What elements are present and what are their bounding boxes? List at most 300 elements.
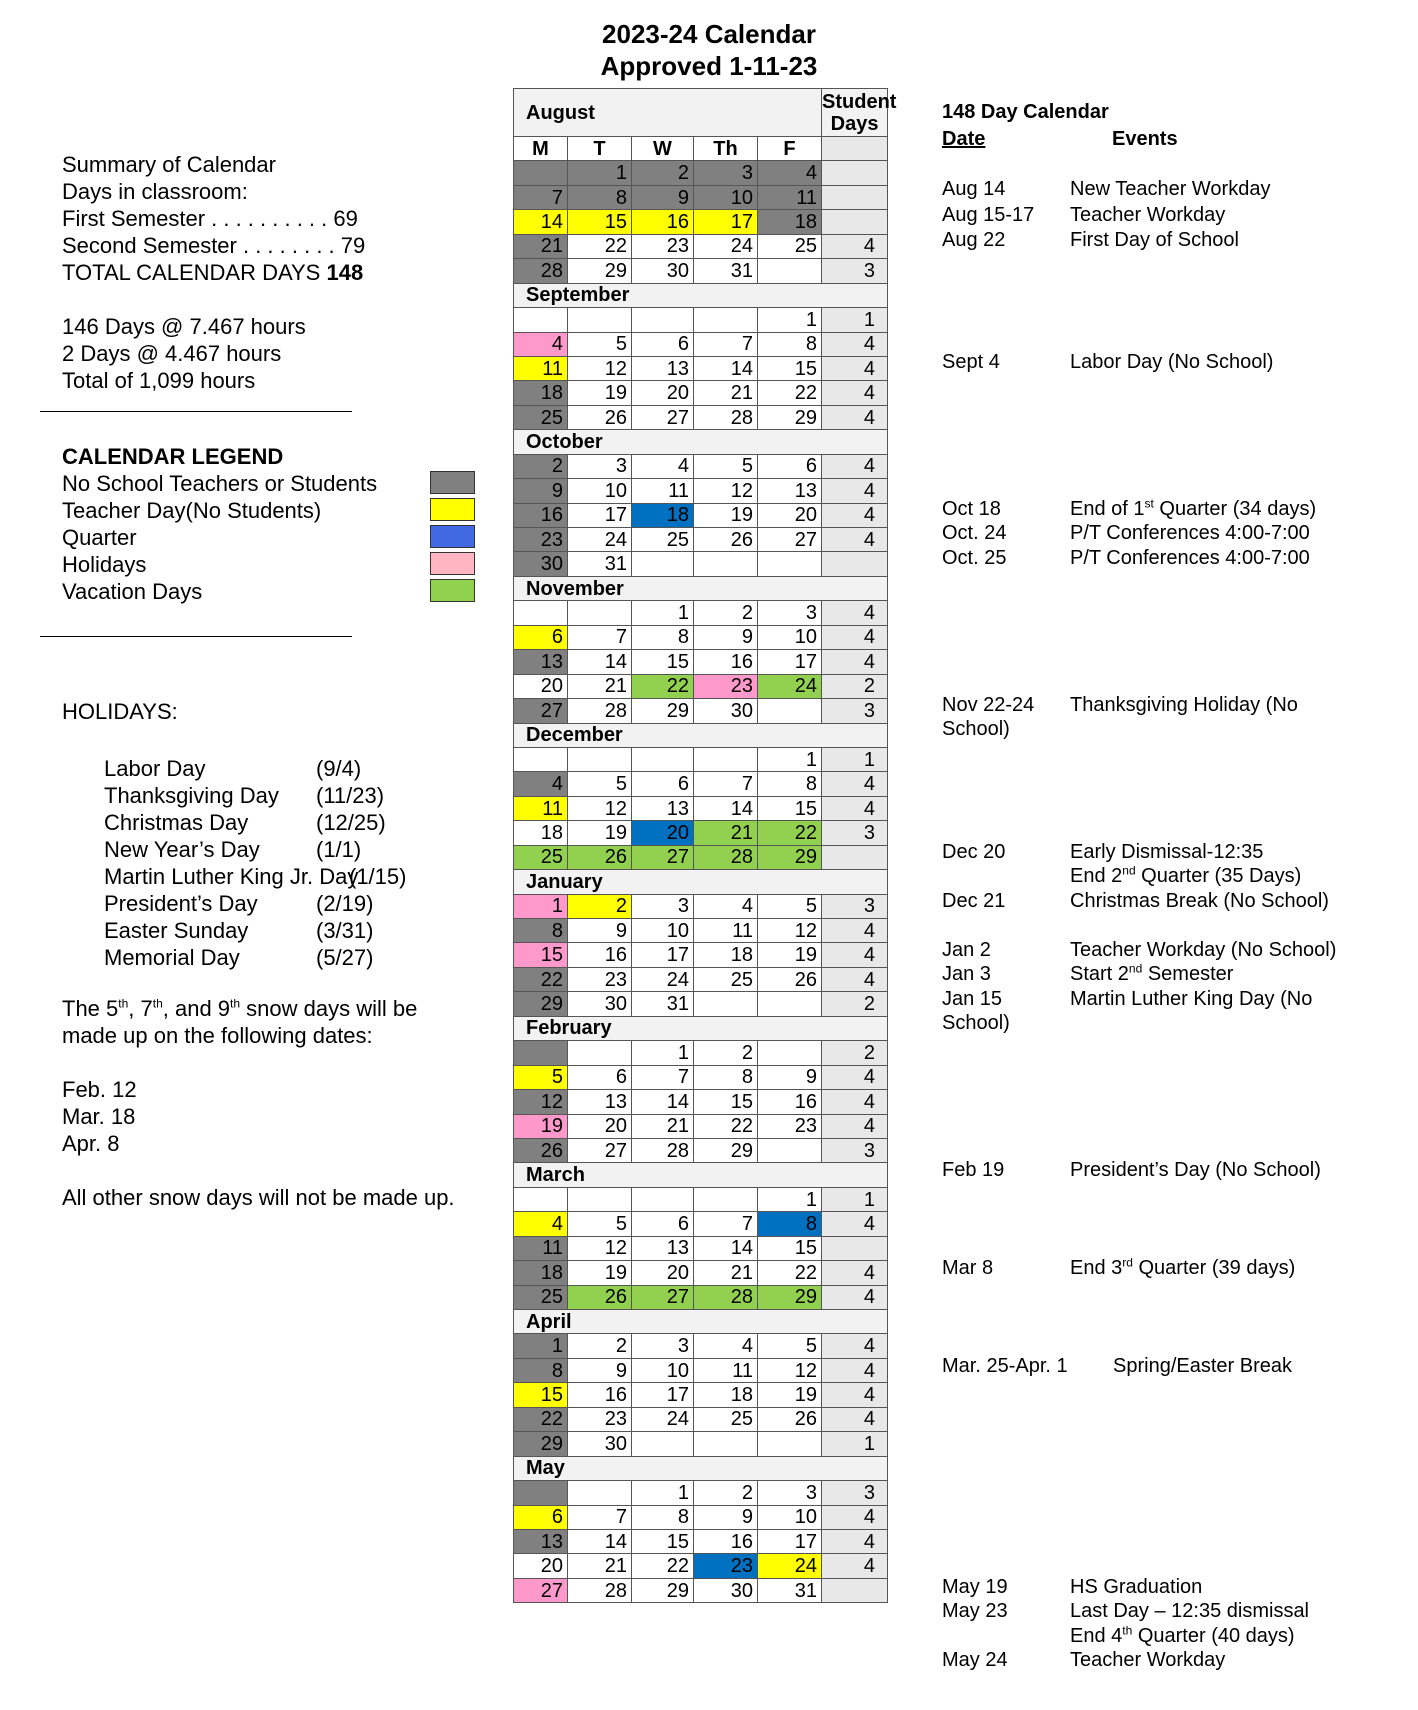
month-name: January (514, 870, 888, 894)
day-cell: 18 (514, 381, 568, 405)
day-cell: 26 (758, 967, 822, 991)
day-cell: 19 (514, 1114, 568, 1138)
week-row (514, 552, 888, 576)
day-cell: 25 (514, 845, 568, 869)
day-cell: 27 (568, 1138, 632, 1162)
day-cell: 31 (568, 552, 632, 576)
day-cell: 18 (758, 210, 822, 234)
day-cell: 18 (694, 1383, 758, 1407)
day-cell: 24 (694, 234, 758, 258)
week-row (514, 1187, 888, 1211)
day-cell: 15 (758, 1236, 822, 1260)
day-cell (694, 1187, 758, 1211)
event-date: Jan 2 (942, 939, 991, 961)
day-cell: 6 (758, 454, 822, 478)
day-cell: 25 (694, 967, 758, 991)
week-row (514, 479, 888, 503)
day-cell: 12 (758, 919, 822, 943)
day-cell: 7 (694, 772, 758, 796)
month-header-row (514, 283, 888, 307)
day-cell: 15 (758, 796, 822, 820)
day-cell: 13 (758, 479, 822, 503)
legend-swatch-quarter (430, 525, 475, 548)
day-cell (514, 1187, 568, 1211)
day-cell: 5 (758, 1334, 822, 1358)
day-cell: 5 (758, 894, 822, 918)
snow-days-line-2: made up on the following dates: (62, 1023, 373, 1048)
day-cell: 4 (694, 894, 758, 918)
student-days-cell: 4 (822, 381, 888, 405)
student-days-cell: 4 (822, 1090, 888, 1114)
student-days-cell: 3 (822, 259, 888, 283)
day-cell: 21 (514, 234, 568, 258)
day-cell: 12 (694, 479, 758, 503)
legend-swatch-no-school (430, 471, 475, 494)
student-days-cell: 1 (822, 1187, 888, 1211)
day-cell: 15 (694, 1090, 758, 1114)
student-days-cell: 4 (822, 919, 888, 943)
week-row (514, 699, 888, 723)
month-name: December (514, 723, 888, 747)
holiday-date: (11/23) (316, 783, 385, 808)
day-cell: 19 (758, 943, 822, 967)
student-days-cell: 4 (822, 479, 888, 503)
day-cell: 14 (632, 1090, 694, 1114)
legend-label-quarter: Quarter (62, 525, 137, 550)
day-cell (568, 1481, 632, 1505)
summary-total-value: 148 (326, 260, 364, 285)
event-date: Jan 3 (942, 963, 991, 985)
week-row (514, 796, 888, 820)
day-cell: 9 (514, 479, 568, 503)
week-row (514, 894, 888, 918)
day-cell: 20 (758, 503, 822, 527)
day-cell: 8 (514, 919, 568, 943)
week-row (514, 943, 888, 967)
event-date: Dec 21 (942, 890, 1006, 912)
student-days-cell: 1 (822, 1432, 888, 1456)
day-cell (694, 308, 758, 332)
student-days-cell: 4 (822, 454, 888, 478)
day-cell: 25 (694, 1407, 758, 1431)
student-days-cell: 4 (822, 601, 888, 625)
day-cell: 26 (514, 1138, 568, 1162)
day-cell: 11 (632, 479, 694, 503)
student-days-cell: 4 (822, 528, 888, 552)
day-cell: 6 (568, 1065, 632, 1089)
student-days-cell: 4 (822, 1285, 888, 1309)
week-row (514, 1432, 888, 1456)
day-cell: 1 (514, 1334, 568, 1358)
week-row (514, 919, 888, 943)
student-days-cell (822, 161, 888, 185)
student-days-cell: 4 (822, 772, 888, 796)
day-cell: 1 (632, 601, 694, 625)
student-days-cell: 4 (822, 796, 888, 820)
event-text: Christmas Break (No School) (1070, 890, 1329, 912)
day-cell: 1 (632, 1481, 694, 1505)
student-days-cell: 3 (822, 821, 888, 845)
legend-label-teacher-day: Teacher Day(No Students) (62, 498, 322, 523)
day-cell: 11 (514, 1236, 568, 1260)
week-row (514, 1138, 888, 1162)
day-cell: 11 (514, 796, 568, 820)
holiday-name: New Year’s Day (104, 837, 260, 862)
day-cell: 2 (568, 894, 632, 918)
week-row (514, 601, 888, 625)
day-cell: 27 (758, 528, 822, 552)
day-cell: 21 (568, 1554, 632, 1578)
day-cell: 20 (514, 1554, 568, 1578)
dow-student-days (822, 137, 888, 161)
event-text: End 4th Quarter (40 days) (1070, 1623, 1295, 1647)
day-cell: 1 (514, 894, 568, 918)
event-text: HS Graduation (1070, 1576, 1203, 1598)
day-cell: 22 (758, 381, 822, 405)
holiday-date: (1/15) (349, 864, 407, 889)
legend-label-vacation: Vacation Days (62, 579, 203, 604)
day-cell: 2 (568, 1334, 632, 1358)
event-date: Oct. 24 (942, 522, 1007, 544)
day-cell (694, 552, 758, 576)
week-row (514, 674, 888, 698)
day-cell: 31 (694, 259, 758, 283)
event-date: Nov 22-24 (942, 694, 1035, 716)
day-cell: 4 (514, 772, 568, 796)
day-cell: 21 (694, 381, 758, 405)
event-text: End 2nd Quarter (35 Days) (1070, 863, 1302, 887)
day-cell: 16 (694, 650, 758, 674)
day-cell: 27 (632, 845, 694, 869)
day-cell: 4 (632, 454, 694, 478)
day-cell: 15 (514, 1383, 568, 1407)
student-days-cell: 4 (822, 1358, 888, 1382)
week-row (514, 1261, 888, 1285)
holiday-date: (3/31) (316, 918, 374, 943)
day-cell: 25 (514, 405, 568, 429)
dow-wednesday: W (632, 137, 694, 161)
event-date: School) (942, 718, 1010, 740)
dow-tuesday: T (568, 137, 632, 161)
day-cell: 12 (758, 1358, 822, 1382)
day-cell: 10 (694, 185, 758, 209)
holiday-name: Martin Luther King Jr. Day (104, 864, 359, 889)
title-line-1: 2023-24 Calendar (602, 19, 816, 49)
event-date: May 19 (942, 1576, 1008, 1598)
week-row (514, 1090, 888, 1114)
event-text: Early Dismissal-12:35 (1070, 841, 1264, 863)
day-cell (568, 1187, 632, 1211)
day-cell: 17 (632, 943, 694, 967)
events-column-headers (942, 127, 1190, 151)
student-days-cell: 4 (822, 234, 888, 258)
student-days-cell: 3 (822, 894, 888, 918)
holiday-date: (2/19) (316, 891, 374, 916)
day-cell: 26 (568, 845, 632, 869)
legend-label-no-school: No School Teachers or Students (62, 471, 378, 496)
month-header-row (514, 1310, 888, 1334)
student-days-cell: 4 (822, 1261, 888, 1285)
day-cell: 8 (758, 772, 822, 796)
month-header-row (514, 430, 888, 454)
day-cell: 14 (694, 796, 758, 820)
day-cell (632, 1432, 694, 1456)
event-date: Aug 22 (942, 229, 1006, 251)
day-cell (694, 1432, 758, 1456)
week-row (514, 1236, 888, 1260)
day-cell: 22 (632, 674, 694, 698)
event-date: Oct. 25 (942, 547, 1007, 569)
student-days-cell: 4 (822, 1529, 888, 1553)
day-cell: 13 (632, 796, 694, 820)
day-cell: 27 (514, 1578, 568, 1602)
day-cell: 23 (632, 234, 694, 258)
divider (40, 411, 352, 412)
event-text: First Day of School (1070, 229, 1239, 251)
day-cell: 11 (694, 919, 758, 943)
student-days-cell: 4 (822, 1065, 888, 1089)
student-days-cell: 1 (822, 308, 888, 332)
day-cell: 1 (758, 1187, 822, 1211)
day-cell: 17 (632, 1383, 694, 1407)
week-row (514, 1065, 888, 1089)
summary-second-semester: Second Semester . . . . . . . . 79 (62, 233, 366, 258)
day-cell: 2 (514, 454, 568, 478)
day-cell: 11 (758, 185, 822, 209)
day-cell: 23 (694, 1554, 758, 1578)
day-cell: 24 (758, 674, 822, 698)
day-cell: 17 (758, 650, 822, 674)
week-row (514, 332, 888, 356)
title-line-2: Approved 1-11-23 (600, 51, 818, 81)
week-row (514, 210, 888, 234)
day-cell: 10 (632, 919, 694, 943)
day-cell: 5 (694, 454, 758, 478)
day-cell: 30 (632, 259, 694, 283)
day-cell: 29 (758, 845, 822, 869)
week-row (514, 1041, 888, 1065)
day-cell: 3 (758, 1481, 822, 1505)
legend-swatch-vacation (430, 579, 475, 602)
dow-thursday: Th (694, 137, 758, 161)
day-cell (632, 552, 694, 576)
week-row (514, 747, 888, 771)
month-header-row (514, 1016, 888, 1040)
week-row (514, 1383, 888, 1407)
day-cell: 11 (514, 356, 568, 380)
day-cell: 21 (568, 674, 632, 698)
day-cell: 10 (758, 1505, 822, 1529)
summary-hours-1: 146 Days @ 7.467 hours (62, 314, 306, 339)
day-cell: 10 (632, 1358, 694, 1382)
day-cell (758, 699, 822, 723)
day-cell: 6 (632, 772, 694, 796)
day-cell: 5 (568, 1212, 632, 1236)
summary-first-semester: First Semester . . . . . . . . . . 69 (62, 206, 358, 231)
day-cell: 21 (694, 821, 758, 845)
student-days-cell: 4 (822, 503, 888, 527)
holiday-name: Thanksgiving Day (104, 783, 279, 808)
month-name: March (514, 1163, 888, 1187)
day-cell: 23 (568, 967, 632, 991)
event-text: Teacher Workday (1070, 204, 1226, 226)
student-days-cell: 3 (822, 1138, 888, 1162)
student-days-cell: 2 (822, 992, 888, 1016)
events-header: Events (1112, 128, 1178, 150)
day-cell: 21 (632, 1114, 694, 1138)
month-name: November (514, 576, 888, 600)
day-cell (758, 1138, 822, 1162)
day-cell: 22 (632, 1554, 694, 1578)
day-cell: 9 (694, 1505, 758, 1529)
week-row (514, 161, 888, 185)
student-days-cell: 4 (822, 1114, 888, 1138)
day-cell: 27 (514, 699, 568, 723)
day-cell: 1 (568, 161, 632, 185)
week-row (514, 1114, 888, 1138)
day-cell: 14 (568, 650, 632, 674)
day-cell: 1 (632, 1041, 694, 1065)
day-cell: 30 (694, 1578, 758, 1602)
day-cell: 26 (568, 405, 632, 429)
day-cell: 29 (568, 259, 632, 283)
day-cell: 19 (568, 381, 632, 405)
month-header-row (514, 870, 888, 894)
student-days-cell (822, 845, 888, 869)
week-row (514, 528, 888, 552)
day-cell: 24 (632, 1407, 694, 1431)
day-cell: 28 (632, 1138, 694, 1162)
week-row (514, 650, 888, 674)
divider (40, 636, 352, 637)
day-cell: 7 (694, 1212, 758, 1236)
day-cell: 19 (694, 503, 758, 527)
holidays-heading: HOLIDAYS: (62, 699, 178, 724)
dow-friday: F (758, 137, 822, 161)
day-cell: 13 (632, 356, 694, 380)
day-cell: 20 (632, 821, 694, 845)
day-cell: 18 (514, 821, 568, 845)
week-row (514, 503, 888, 527)
event-date: Aug 15-17 (942, 204, 1035, 226)
calendar-table (513, 88, 897, 1603)
day-cell: 28 (694, 1285, 758, 1309)
event-date: Mar 8 (942, 1257, 994, 1279)
date-header: Date (942, 128, 986, 150)
student-days-cell: 3 (822, 1481, 888, 1505)
holiday-date: (9/4) (316, 756, 362, 781)
day-cell: 8 (694, 1065, 758, 1089)
holiday-date: (5/27) (316, 945, 374, 970)
event-date: Dec 20 (942, 841, 1006, 863)
week-row (514, 259, 888, 283)
day-cell: 23 (568, 1407, 632, 1431)
week-row (514, 1554, 888, 1578)
event-date: School) (942, 1012, 1010, 1034)
day-cell: 6 (514, 625, 568, 649)
student-days-cell: 4 (822, 332, 888, 356)
week-row (514, 1358, 888, 1382)
week-row (514, 405, 888, 429)
student-days-cell: 2 (822, 674, 888, 698)
event-text: Labor Day (No School) (1070, 351, 1274, 373)
week-row (514, 356, 888, 380)
day-cell: 14 (568, 1529, 632, 1553)
month-name: May (514, 1456, 888, 1480)
day-cell: 27 (632, 1285, 694, 1309)
day-cell: 29 (632, 699, 694, 723)
student-days-cell: 4 (822, 625, 888, 649)
month-name: April (514, 1310, 888, 1334)
day-cell: 10 (568, 479, 632, 503)
day-cell: 24 (632, 967, 694, 991)
day-cell (568, 747, 632, 771)
day-cell: 3 (694, 161, 758, 185)
student-days-cell: 4 (822, 943, 888, 967)
event-date: Oct 18 (942, 498, 1001, 520)
day-cell: 7 (632, 1065, 694, 1089)
day-cell: 4 (514, 332, 568, 356)
holiday-date: (12/25) (316, 810, 386, 835)
week-row (514, 1285, 888, 1309)
student-days-cell: 4 (822, 967, 888, 991)
day-cell: 6 (632, 1212, 694, 1236)
day-cell: 26 (694, 528, 758, 552)
day-cell (568, 601, 632, 625)
day-cell: 15 (632, 1529, 694, 1553)
day-cell (568, 308, 632, 332)
student-days-cell: 4 (822, 1212, 888, 1236)
day-cell (632, 308, 694, 332)
week-row (514, 1334, 888, 1358)
student-days-cell: 4 (822, 1334, 888, 1358)
holiday-name: Christmas Day (104, 810, 249, 835)
day-cell: 26 (758, 1407, 822, 1431)
day-cell: 8 (514, 1358, 568, 1382)
day-cell: 29 (758, 405, 822, 429)
day-cell: 18 (514, 1261, 568, 1285)
day-cell: 1 (758, 747, 822, 771)
day-cell: 1 (758, 308, 822, 332)
day-cell: 3 (758, 601, 822, 625)
day-cell: 20 (632, 1261, 694, 1285)
day-cell: 8 (632, 1505, 694, 1529)
holiday-name: Easter Sunday (104, 918, 249, 943)
day-cell: 17 (568, 503, 632, 527)
day-cell: 7 (694, 332, 758, 356)
day-cell: 22 (694, 1114, 758, 1138)
day-cell: 8 (758, 332, 822, 356)
student-days-cell: 4 (822, 356, 888, 380)
day-cell: 31 (758, 1578, 822, 1602)
event-date: May 24 (942, 1649, 1008, 1671)
day-cell: 28 (514, 259, 568, 283)
event-text: Last Day – 12:35 dismissal (1070, 1600, 1310, 1622)
day-cell: 22 (568, 234, 632, 258)
day-cell: 12 (568, 356, 632, 380)
day-cell: 30 (694, 699, 758, 723)
day-cell: 16 (514, 503, 568, 527)
day-cell: 15 (514, 943, 568, 967)
day-cell: 5 (568, 332, 632, 356)
student-days-cell: 4 (822, 1383, 888, 1407)
day-cell: 10 (758, 625, 822, 649)
day-cell (632, 1187, 694, 1211)
day-cell: 13 (568, 1090, 632, 1114)
day-cell: 14 (514, 210, 568, 234)
day-cell: 24 (568, 528, 632, 552)
month-header-row (514, 1456, 888, 1480)
